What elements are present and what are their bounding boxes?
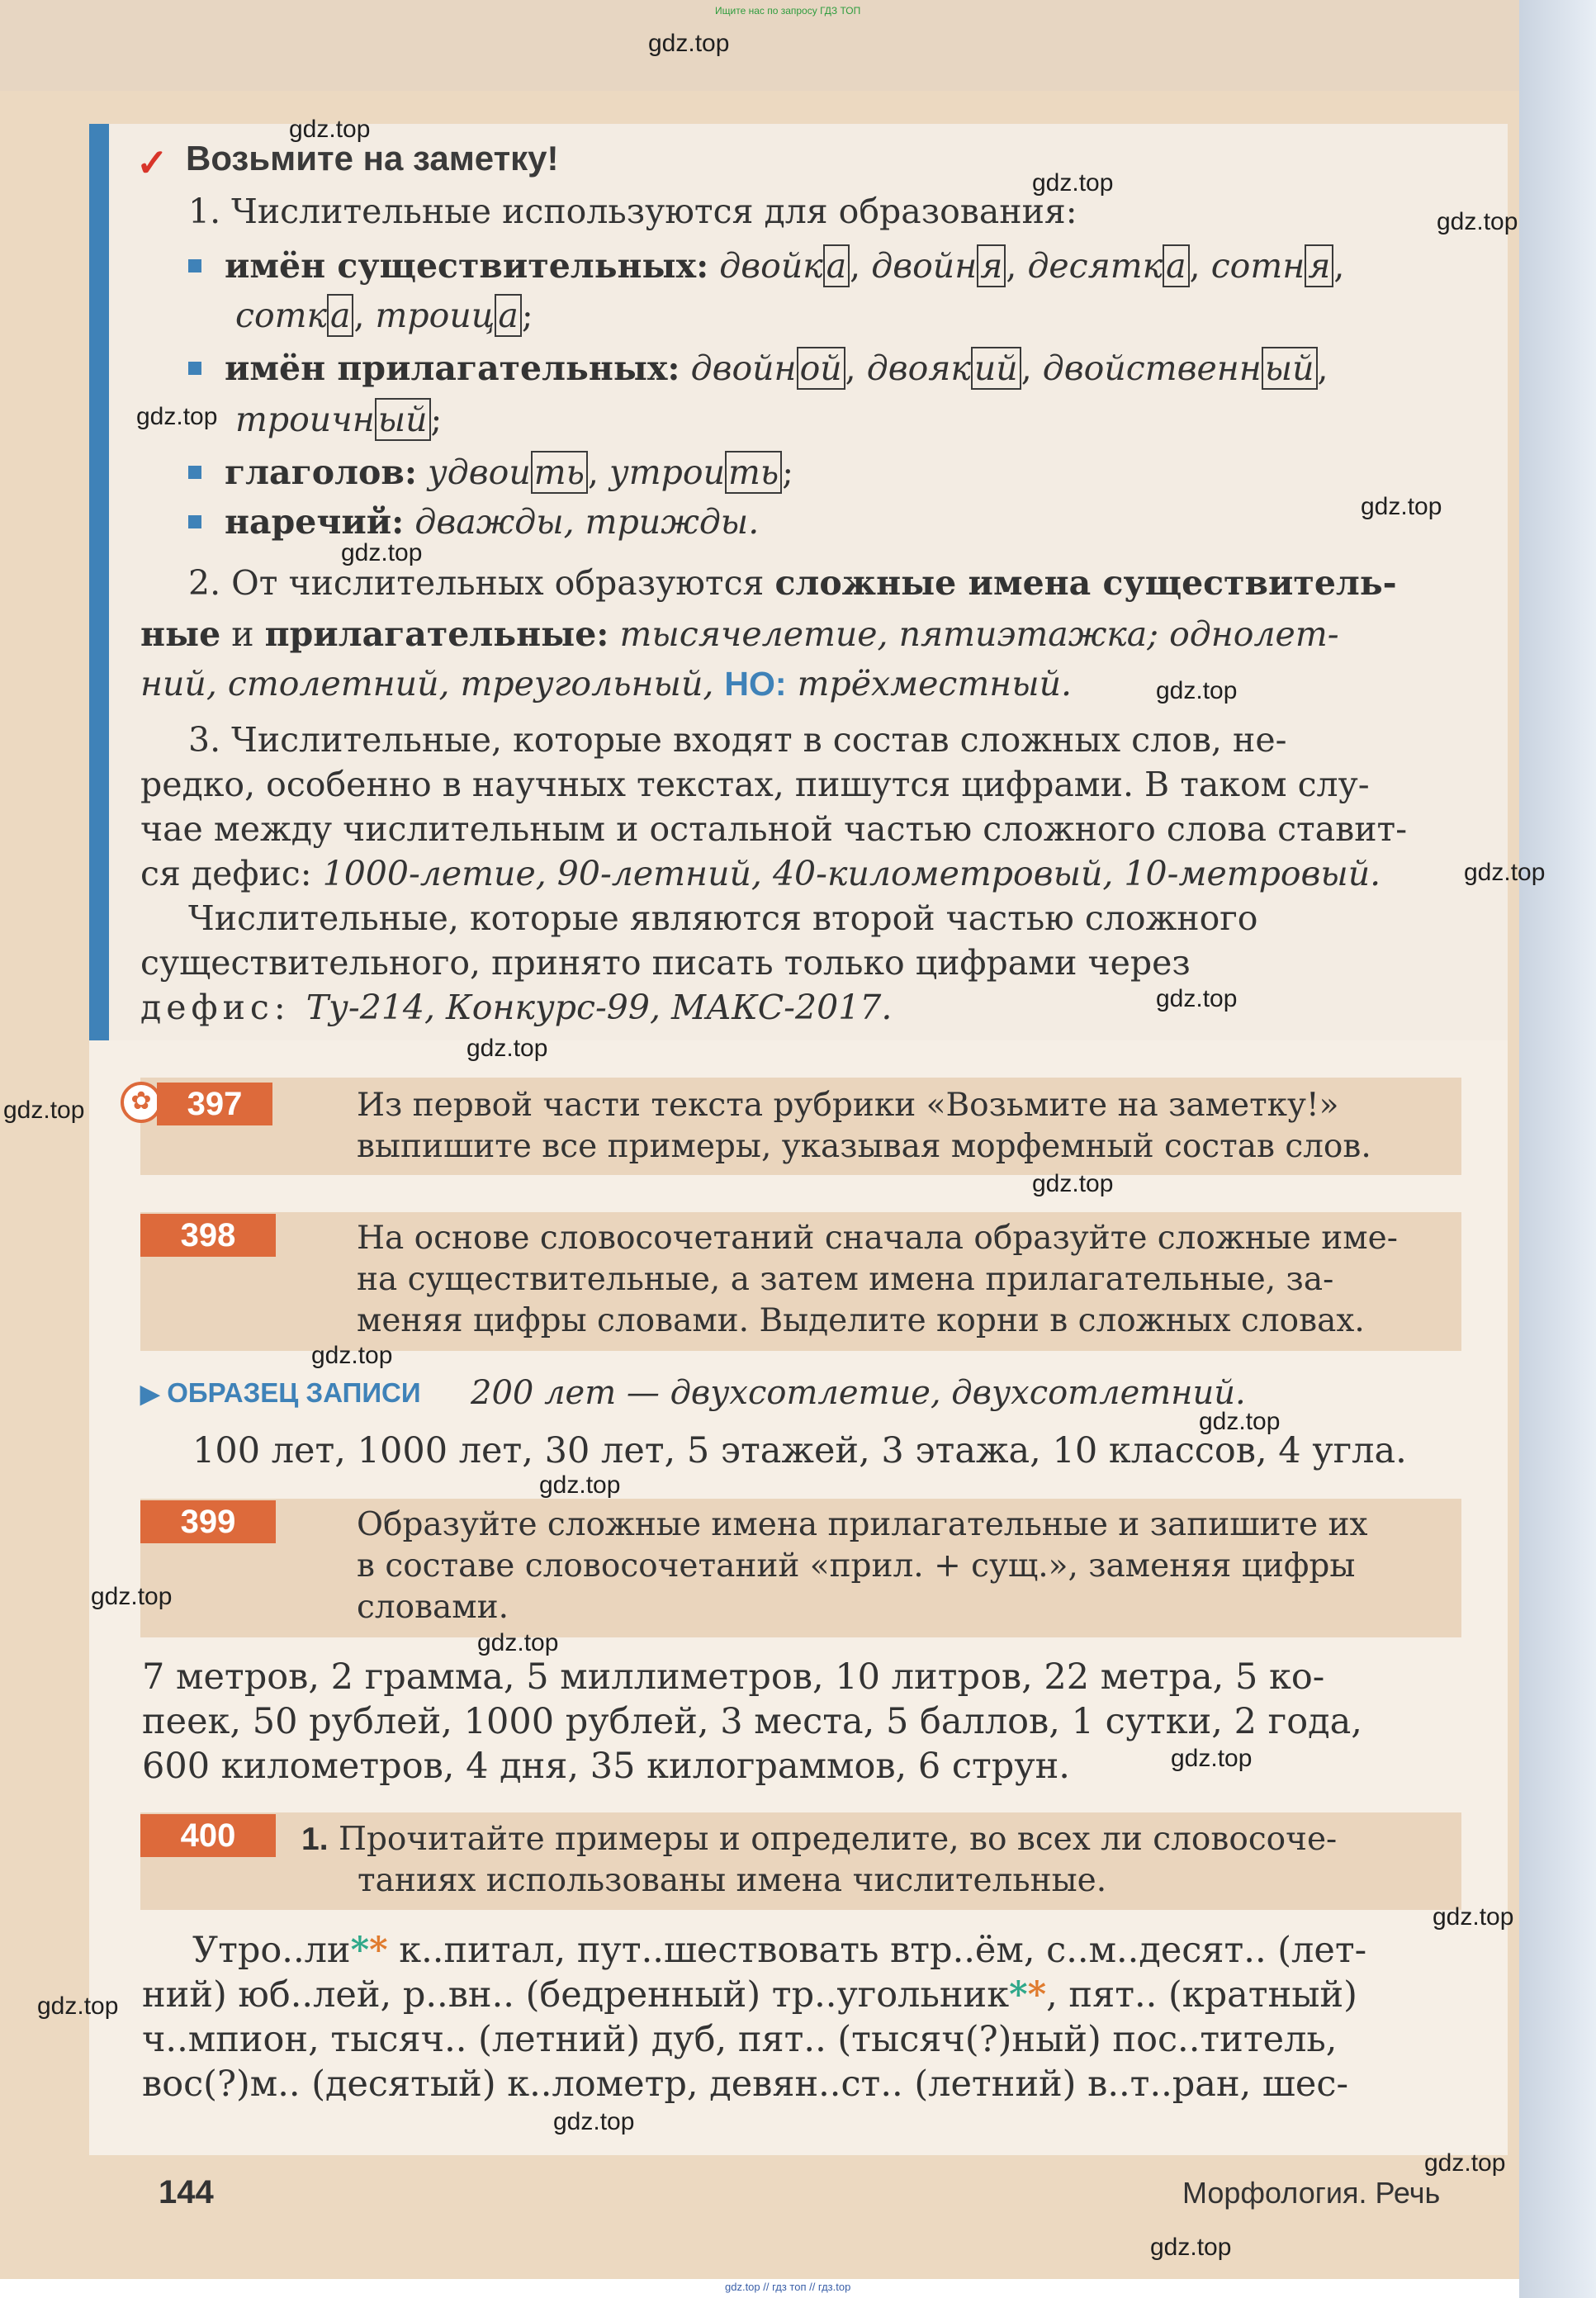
note-p2-line3	[140, 664, 1072, 704]
watermark: gdz.top	[1464, 859, 1546, 886]
word-root: двойственн	[1042, 348, 1262, 388]
task-399-text	[357, 1504, 1368, 1628]
word-ending: ый	[375, 398, 431, 441]
watermark: gdz.top	[1433, 1903, 1514, 1931]
word-root: утрои	[609, 452, 726, 492]
text: и	[220, 614, 265, 654]
nouns-label: имён существительных:	[225, 246, 709, 286]
sample-label-text: ОБРАЗЕЦ ЗАПИСИ	[167, 1377, 421, 1408]
page-number: 144	[159, 2174, 214, 2210]
bullet-icon	[188, 515, 201, 528]
note-adj-line1: имён прилагательных: двойной, двоякий, двойственный,	[188, 348, 1328, 388]
note-p2-line1	[188, 563, 1397, 603]
task-400-words-2	[142, 1973, 1357, 2017]
flower-icon: ✿	[121, 1082, 162, 1123]
task-400-words-4: вос(?)м.. (десятый) к..лометр, девян..ст.. (летний) в..т..ран, шес-	[142, 2063, 1348, 2105]
note-adverbs	[188, 502, 759, 542]
task-399-words-1: 7 метров, 2 грамма, 5 миллиметров, 10 литров, 22 метра, 5 ко-	[142, 1656, 1325, 1698]
text: дефис:	[140, 988, 306, 1027]
word-root: удвои	[428, 452, 531, 492]
watermark: gdz.top	[1424, 2149, 1506, 2177]
word-root: десятк	[1027, 246, 1163, 286]
task-line	[301, 1819, 1337, 1860]
watermark: gdz.top	[539, 1471, 621, 1499]
word-root: сотк	[235, 296, 328, 335]
watermark: gdz.top	[1199, 1408, 1281, 1435]
adv-words: дважды, трижды.	[414, 502, 760, 542]
watermark: gdz.top	[477, 1629, 559, 1656]
task-line: выпишите все примеры, указывая морфемный состав слов.	[357, 1128, 1371, 1165]
star-icon: *	[1027, 1974, 1047, 2016]
adv-label: наречий:	[225, 502, 405, 542]
word-root: двойк	[719, 246, 823, 286]
watermark: gdz.top	[136, 403, 218, 430]
task-line: словами.	[357, 1589, 509, 1626]
watermark: gdz.top	[341, 539, 423, 566]
text: 2. От числительных образуются	[188, 563, 775, 603]
sample-label	[140, 1377, 421, 1409]
task-398-number: 398	[140, 1214, 276, 1257]
note-p4-line1: Числительные, которые являются второй частью сложного	[188, 898, 1258, 938]
top-watermark: Ищите нас по запросу ГДЗ ТОП	[715, 5, 861, 17]
word-root: сотн	[1210, 246, 1305, 286]
note-nouns-line1: имён существительных: двойка, двойня, десятка, сотня,	[188, 246, 1344, 286]
task-line: Из первой части текста рубрики «Возьмите на заметку!»	[357, 1087, 1339, 1124]
task-399-words-2: пеек, 50 рублей, 1000 рублей, 3 места, 5 баллов, 1 сутки, 2 года,	[142, 1701, 1362, 1742]
text-bold: ные	[140, 614, 221, 654]
word-ending: а	[823, 244, 850, 287]
note-p3-line4	[140, 854, 1381, 893]
watermark: gdz.top	[1156, 677, 1238, 704]
word-ending: ый	[1262, 347, 1318, 390]
word-root: двойн	[690, 348, 797, 388]
watermark: gdz.top	[1437, 208, 1518, 235]
watermark: gdz.top	[289, 116, 371, 143]
word-root: троиц	[375, 296, 495, 335]
note-p1: 1. Числительные используются для образования:	[188, 192, 1077, 231]
watermark: gdz.top	[466, 1035, 548, 1062]
task-400-words-3: ч..мпион, тысяч.. (летний) дуб, пят.. (тысяч(?)ный) пос..титель,	[142, 2019, 1338, 2060]
task-line: меняя цифры словами. Выделите корни в сложных словах.	[357, 1302, 1365, 1339]
word-ending: а	[495, 294, 521, 337]
note-p3-line1: 3. Числительные, которые входят в состав сложных слов, не-	[188, 720, 1287, 760]
word-ending: ть	[531, 451, 588, 494]
text-bold: прилагательные:	[264, 614, 609, 654]
watermark: gdz.top	[3, 1097, 85, 1124]
note-verbs: глаголов: удвоить, утроить;	[188, 452, 793, 492]
section-title: Морфология. Речь	[1182, 2176, 1441, 2210]
star-icon: *	[369, 1930, 388, 1971]
text-italic: Ту-214, Конкурс-99, МАКС-2017.	[305, 988, 893, 1027]
note-adj-line2: троичный;	[235, 400, 443, 439]
bottom-watermark: gdz.top // гдз топ // гдз.top	[725, 2281, 851, 2293]
task-400-words-1	[192, 1928, 1366, 1973]
text: Утро..ли	[192, 1930, 351, 1971]
word-root: троичн	[235, 400, 375, 439]
watermark: gdz.top	[648, 30, 730, 57]
adj-label: имён прилагательных:	[225, 348, 680, 388]
word-ending: а	[1163, 244, 1189, 287]
note-p3-line3: чае между числительным и остальной частью сложного слова ставит-	[140, 809, 1408, 849]
text-italic: ний, столетний, треугольный,	[140, 664, 725, 704]
bullet-icon	[188, 259, 201, 272]
text-italic: трёхместный.	[786, 664, 1073, 704]
watermark: gdz.top	[91, 1583, 173, 1610]
note-title: Возьмите на заметку!	[186, 139, 559, 178]
task-line: на существительные, а затем имена прилагательные, за-	[357, 1261, 1334, 1298]
word-ending: а	[327, 294, 353, 337]
word-root: двояк	[866, 348, 971, 388]
text: ний) юб..лей, р..вн.. (бедренный) тр..угольник	[142, 1974, 1010, 2016]
word-ending: ть	[725, 451, 782, 494]
note-nouns-line2: сотка, троица;	[235, 296, 533, 335]
text: к..питал, пут..шествовать втр..ём, с..м..десят.. (лет-	[387, 1930, 1367, 1971]
text-bold: сложные имена существитель-	[774, 563, 1397, 603]
task-400-text	[301, 1819, 1337, 1902]
check-icon: ✓	[136, 141, 168, 184]
star-icon: *	[1009, 1974, 1028, 2016]
note-p4-line3	[140, 988, 892, 1027]
task-399-words-3: 600 километров, 4 дня, 35 килограммов, 6 струн.	[142, 1746, 1070, 1787]
page-spine-shadow	[1519, 0, 1596, 2298]
watermark: gdz.top	[1032, 1170, 1114, 1197]
bullet-icon	[188, 362, 201, 375]
arrow-icon: ▶	[140, 1381, 160, 1408]
text: , пят.. (кратный)	[1046, 1974, 1357, 2016]
task-397-text	[357, 1085, 1371, 1168]
verbs-label: глаголов:	[225, 452, 417, 492]
star-icon: *	[350, 1930, 370, 1971]
task-399-number: 399	[140, 1500, 276, 1543]
note-p4-line2: существительного, принято писать только цифрами через	[140, 943, 1191, 983]
task-400-number: 400	[140, 1814, 276, 1857]
no-word: НО:	[724, 665, 787, 703]
task-398-words: 100 лет, 1000 лет, 30 лет, 5 этажей, 3 этажа, 10 классов, 4 угла.	[192, 1430, 1407, 1471]
note-p2-line2	[140, 614, 1339, 654]
task-line: таниях использованы имена числительные.	[358, 1862, 1107, 1899]
text-italic: тысячелетие, пятиэтажка; однолет-	[609, 614, 1339, 654]
watermark: gdz.top	[311, 1342, 393, 1369]
watermark: gdz.top	[1156, 985, 1238, 1012]
watermark: gdz.top	[1171, 1745, 1253, 1772]
watermark: gdz.top	[1032, 169, 1114, 197]
text-italic: 1000-летие, 90-летний, 40-километровый, 10-метровый.	[322, 854, 1381, 893]
sub-number: 1.	[301, 1822, 329, 1857]
task-line-text: Прочитайте примеры и определите, во всех ли словосоче-	[338, 1821, 1338, 1858]
task-line: На основе словосочетаний сначала образуйте сложные име-	[357, 1220, 1398, 1257]
watermark: gdz.top	[37, 1992, 119, 2020]
watermark: gdz.top	[1150, 2234, 1232, 2261]
watermark: gdz.top	[553, 2108, 635, 2135]
word-ending: ой	[797, 347, 845, 390]
bullet-icon	[188, 466, 201, 479]
note-p3-line2: редко, особенно в научных текстах, пишутся цифрами. В таком слу-	[140, 765, 1370, 804]
task-397-number: 397	[157, 1083, 272, 1125]
sample-text: 200 лет — двухсотлетие, двухсотлетний.	[471, 1374, 1246, 1412]
word-ending: ий	[971, 347, 1021, 390]
word-ending: я	[1305, 244, 1333, 287]
text: ся дефис:	[140, 854, 323, 893]
task-398-text	[357, 1218, 1398, 1342]
watermark: gdz.top	[1361, 493, 1442, 520]
task-line: Образуйте сложные имена прилагательные и запишите их	[357, 1506, 1368, 1543]
task-line: в составе словосочетаний «прил. + сущ.», заменяя цифры	[357, 1547, 1356, 1585]
word-root: двойн	[871, 246, 978, 286]
word-ending: я	[977, 244, 1006, 287]
